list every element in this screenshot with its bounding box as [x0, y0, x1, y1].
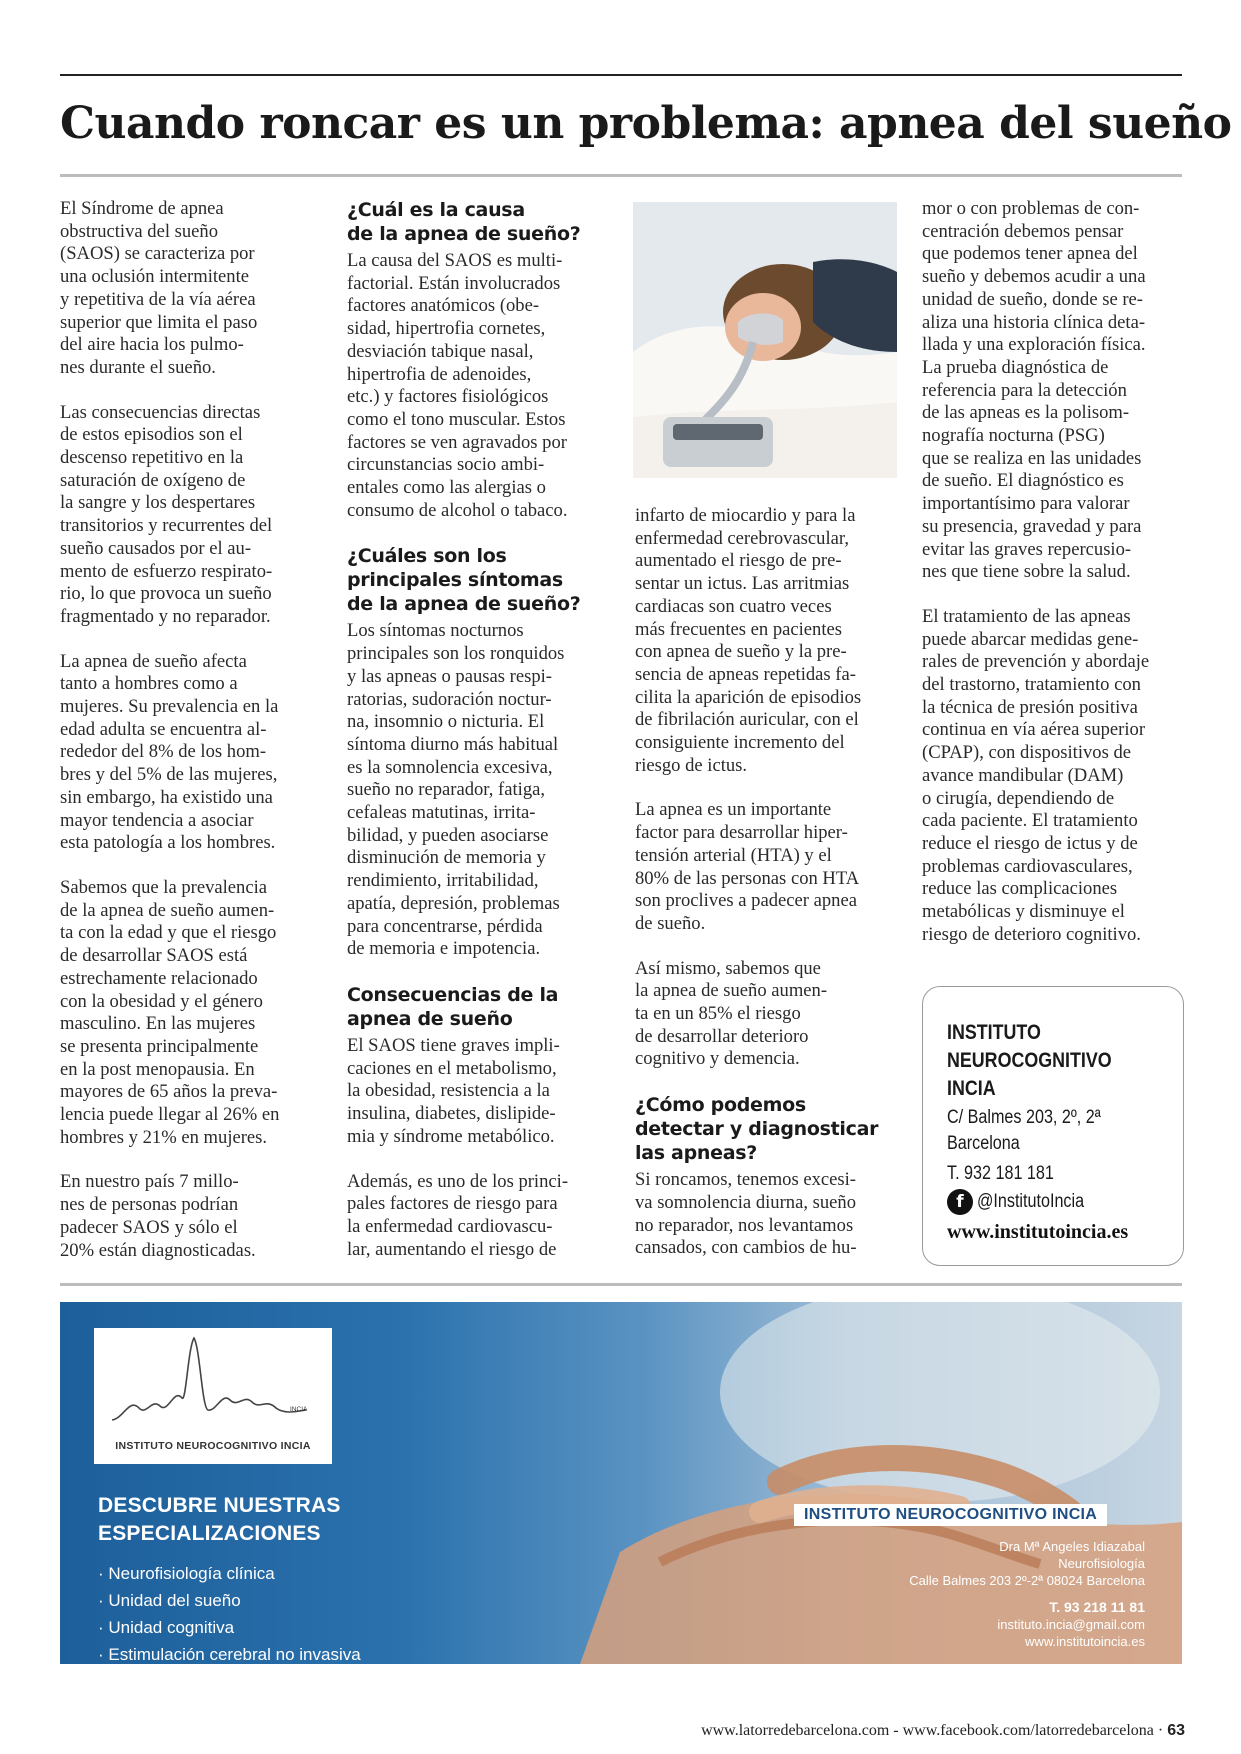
ad-website-link[interactable]: www.institutoincia.es [1025, 1634, 1145, 1649]
paragraph: La apnea es un importante factor para desarrollar hiper- tensión arterial (HTA) y el 80% de las personas con HTA son proclives a padecer apnea de sueño. [635, 799, 860, 934]
list-item: · Unidad cognitiva [98, 1618, 235, 1637]
section-heading-consequences: Consecuencias de la apnea de sueño [347, 983, 559, 1030]
column-3 [635, 505, 897, 1282]
paragraph: Además, es uno de los princi- pales factores de riesgo para la enfermedad cardiovascu- lar, aumentando el riesgo de [347, 1170, 569, 1260]
paragraph: infarto de miocardio y para la enfermedad cerebrovascular, aumentado el riesgo de pre- sentar un ictus. Las arritmias cardiacas son cuatro veces más frecuentes en pacientes con apnea de sueño y la pre- sencia de apneas repetidas fa- cilita la aparición de episodios de fibrilación auricular, con el consiguiente incremento del riesgo de ictus. [635, 505, 862, 776]
column-4 [922, 198, 1188, 969]
top-rule [60, 74, 1182, 76]
ad-contact [785, 1538, 1145, 1650]
specializations-list [98, 1560, 361, 1664]
doctor-specialty: Neurofisiología [1058, 1556, 1145, 1571]
paragraph: El Síndrome de apnea obstructiva del sueño (SAOS) se caracteriza por una oclusión intermitente y repetitiva de la vía aérea superior que limita el paso del aire hacia los pulmo- nes durante el sueño. [60, 198, 258, 378]
paragraph: En nuestro país 7 millo- nes de personas podrían padecer SAOS y sólo el 20% están diagnosticadas. [60, 1171, 256, 1261]
title-rule [60, 174, 1182, 177]
paragraph: Si roncamos, tenemos excesi- va somnolencia diurna, sueño no reparador, nos levantamos cansados, con cambios de hu- [635, 1169, 857, 1259]
article-title: Cuando roncar es un problema: apnea del sueño [60, 98, 1232, 149]
paragraph: La causa del SAOS es multi- factorial. Están involucrados factores anatómicos (obe- sidad, hipertrofia cornetes, desviación tabique nasal, hipertrofia de adenoides, etc.) y factores fisiológicos como el tono muscular. Estos factores se ven agravados por circunstancias socio ambi- entales como las alergias o consumo de alcohol o tabaco. [347, 250, 568, 521]
paragraph: Los síntomas nocturnos principales son los ronquidos y las apneas o pausas respi- ratorias, sudoración noctur- na, insomnio o nicturia. El síntoma diurno más habitual es la somnolencia excesiva, sueño no reparador, fatiga, cefaleas matutinas, irrita- bilidad, y pueden asociarse disminución de memoria y rendimiento, irritabilidad, apatía, depresión, problemas para concentrarse, pérdida de memoria e impotencia. [347, 620, 565, 960]
paragraph: Las consecuencias directas de estos episodios son el descenso repetitivo en la saturación de oxígeno de la sangre y los despertares transitorios y recurrentes del sueño causados por el au- mento de esfuerzo respirato- rio, lo que provoca un sueño fragmentado y no reparador. [60, 401, 273, 627]
ad-phone: T. 93 218 11 81 [1049, 1599, 1145, 1615]
section-rule [60, 1283, 1182, 1286]
ad-email-link[interactable]: instituto.incia@gmail.com [997, 1617, 1145, 1632]
ad-banner-label: INSTITUTO NEUROCOGNITIVO INCIA [794, 1504, 1107, 1526]
photo-illustration [633, 202, 897, 478]
sleeping-woman-cpap-photo [633, 202, 897, 478]
paragraph: mor o con problemas de con- centración debemos pensar que podemos tener apnea del sueño y debemos acudir a una unidad de sueño, donde se re- aliza una historia clínica deta- llada y una exploración física. La prueba diagnóstica de referencia para la detección de las apneas es la polisom- nografía nocturna (PSG) que se realiza en las unidades de sueño. El diagnóstico es importantísimo para valorar su presencia, gravedad y para evitar las graves repercusio- nes que tiene sobre la salud. [922, 198, 1146, 583]
list-item: · Neurofisiología clínica [98, 1564, 275, 1583]
paragraph: El SAOS tiene graves impli- caciones en el metabolismo, la obesidad, resistencia a la insulina, diabetes, dislipide- mia y síndrome metabólico. [347, 1034, 560, 1147]
facebook-handle[interactable] [947, 1189, 1103, 1215]
column-2 [347, 198, 609, 1283]
ad-address: Calle Balmes 203 2º-2ª 08024 Barcelona [909, 1573, 1145, 1588]
institute-phone: T. 932 181 181 [947, 1163, 1054, 1184]
eeg-wave-icon [94, 1328, 332, 1438]
facebook-handle-text: @InstitutoIncia [977, 1191, 1085, 1212]
logo-text: INSTITUTO NEUROCOGNITIVO INCIA [115, 1440, 311, 1452]
page-footer [701, 1722, 1185, 1740]
list-item: · Estimulación cerebral no invasiva [98, 1645, 361, 1664]
logo-small-text: INCIA [290, 1406, 308, 1413]
facebook-icon: f [947, 1189, 973, 1215]
column-1 [60, 198, 322, 1284]
incia-advertisement [60, 1302, 1182, 1664]
paragraph: La apnea de sueño afecta tanto a hombres como a mujeres. Su prevalencia en la edad adulta se encuentra al- rededor del 8% de los hom- bres y del 5% de las mujeres, sin embargo, ha existido una mayor tendencia a asociar esta patología a los hombres. [60, 650, 279, 854]
page-number: 63 [1167, 1722, 1185, 1739]
institute-website-link[interactable]: www.institutoincia.es [947, 1221, 1129, 1243]
paragraph: Sabemos que la prevalencia de la apnea de sueño aumen- ta con la edad y que el riesgo de desarrollar SAOS está estrechamente relacionado con la obesidad y el género masculino. En las mujeres se presenta principalmente en la post menopausia. En mayores de 65 años la preva- lencia puede llegar al 26% en hombres y 21% en mujeres. [60, 876, 280, 1148]
paragraph: Así mismo, sabemos que la apnea de sueño aumen- ta en un 85% el riesgo de desarrollar deterioro cognitivo y demencia. [635, 957, 828, 1070]
institute-name: INSTITUTO NEUROCOGNITIVO INCIA [947, 1021, 1112, 1100]
section-heading-cause: ¿Cuál es la causa de la apnea de sueño? [347, 199, 581, 245]
institute-address: C/ Balmes 203, 2º, 2ª Barcelona [947, 1107, 1101, 1154]
doctor-name: Dra Mª Angeles Idiazabal [999, 1539, 1145, 1554]
section-heading-diagnosis: ¿Cómo podemos detectar y diagnosticar las apneas? [635, 1094, 879, 1165]
list-item: · Unidad del sueño [98, 1591, 241, 1610]
paragraph: El tratamiento de las apneas puede abarcar medidas gene- rales de prevención y abordaje del trastorno, tratamiento con la técnica de presión positiva continua en vía aérea superior (CPAP), con dispositivos de avance mandibular (DAM) o cirugía, dependiendo de cada paciente. El tratamiento reduce el riesgo de ictus y de problemas cardiovasculares, reduce las complicaciones metabólicas y disminuye el riesgo de deterioro cognitivo. [922, 605, 1150, 945]
footer-links[interactable]: www.latorredebarcelona.com - www.facebook.com/latorredebarcelona · [701, 1722, 1164, 1739]
institute-info-box [922, 986, 1184, 1266]
section-heading-symptoms: ¿Cuáles son los principales síntomas de la apnea de sueño? [347, 545, 581, 616]
incia-logo [94, 1328, 332, 1464]
ad-headline: DESCUBRE NUESTRAS ESPECIALIZACIONES [98, 1494, 341, 1545]
